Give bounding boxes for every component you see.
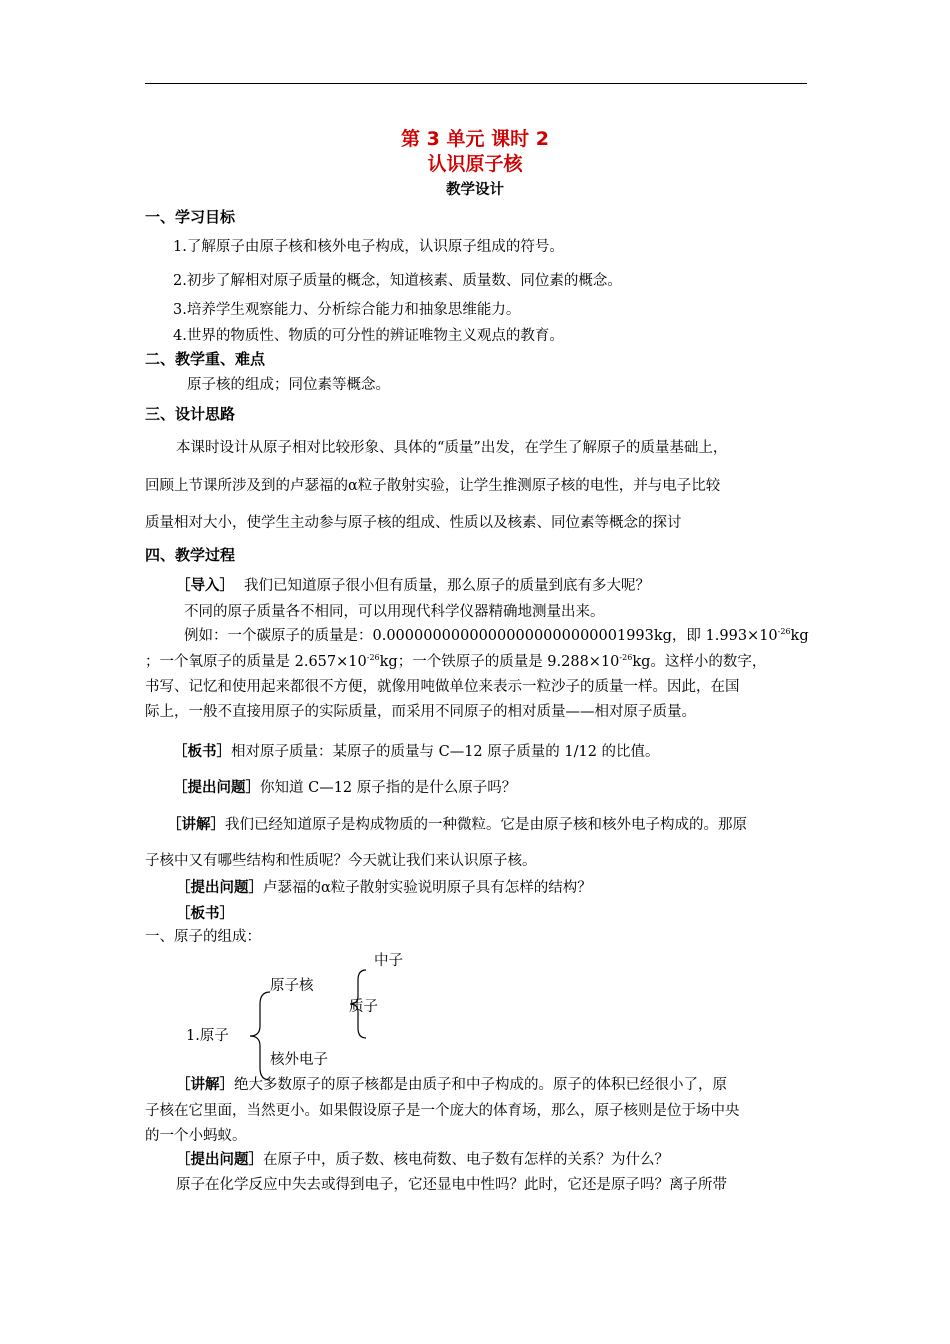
section-heading-design: 三、设计思路 — [145, 405, 236, 423]
proton-label: 质子 — [349, 999, 378, 1015]
composition-heading: 一、原子的组成： — [145, 929, 261, 945]
right-brace-icon — [342, 968, 372, 1040]
question-2: ［提出问题］卢瑟福的α粒子散射实验说明原子具有怎样的结构？ — [176, 880, 592, 896]
left-brace-icon — [240, 990, 280, 1082]
objective-item: 3.培养学生观察能力、分析综合能力和抽象思维能力。 — [173, 302, 521, 318]
neutron-label: 中子 — [374, 953, 403, 969]
text-line: 子核在它里面，当然更小。如果假设原子是一个庞大的体育场，那么，原子核则是位于场中央 — [145, 1103, 740, 1119]
unit-title: 第 3 单元 课时 2 — [401, 128, 549, 150]
explanation-1: ［讲解］我们已经知道原子是构成物质的一种微粒。它是由原子核和核外电子构成的。那原 — [167, 817, 747, 833]
objective-item: 1.了解原子由原子核和核外电子构成，认识原子组成的符号。 — [173, 239, 564, 255]
section-heading-process: 四、教学过程 — [145, 546, 236, 564]
electrons-label: 核外电子 — [270, 1052, 328, 1068]
document-subtitle: 教学设计 — [446, 182, 504, 198]
text-line: 际上，一般不直接用原子的实际质量，而采用不同原子的相对质量——相对原子质量。 — [145, 704, 696, 720]
design-line: 回顾上节课所涉及到的卢瑟福的α粒子散射实验，让学生推测原子核的电性，并与电子比较 — [145, 478, 721, 494]
lesson-title: 认识原子核 — [427, 153, 523, 175]
header-rule — [145, 83, 807, 84]
objective-item: 4.世界的物质性、物质的可分性的辨证唯物主义观点的教育。 — [173, 328, 564, 344]
intro-tag: ［导入］ — [176, 578, 234, 594]
key-points-text: 原子核的组成；同位素等概念。 — [187, 377, 390, 393]
section-heading-key-points: 二、教学重、难点 — [145, 350, 266, 368]
intro-text: 我们已知道原子很小但有质量，那么原子的质量到底有多大呢？ — [244, 578, 650, 594]
text-line: 书写、记忆和使用起来都很不方便，就像用吨做单位来表示一粒沙子的质量一样。因此，在国 — [145, 679, 740, 695]
intro-paragraph — [176, 574, 650, 595]
example-line-oxygen-iron: ；一个氧原子的质量是 $2.657\times 10^{-26}kg$；一个铁原子的质量是 $9.288\times 10^{-26}kg$。这样小的数字， — [145, 653, 767, 670]
atom-label: 1.原子 — [186, 1028, 229, 1044]
nucleus-label: 原子核 — [270, 978, 314, 994]
section-heading-objectives: 一、学习目标 — [145, 208, 236, 226]
text-line: 不同的原子质量各不相同，可以用现代科学仪器精确地测量出来。 — [184, 604, 605, 620]
design-line: 质量相对大小，使学生主动参与原子核的组成、性质以及核素、同位素等概念的探讨 — [145, 515, 682, 531]
question-1: ［提出问题］你知道 C—12 原子指的是什么原子吗？ — [173, 780, 517, 796]
question-3: ［提出问题］在原子中，质子数、核电荷数、电子数有怎样的关系？为什么？ — [176, 1152, 669, 1168]
text-line: 原子在化学反应中失去或得到电子，它还显电中性吗？此时，它还是原子吗？离子所带 — [176, 1177, 727, 1193]
objective-item: 2.初步了解相对原子质量的概念，知道核素、质量数、同位素的概念。 — [173, 273, 622, 289]
text-line: 的一个小蚂蚁。 — [145, 1128, 247, 1144]
text-line: 子核中又有哪些结构和性质呢？今天就让我们来认识原子核。 — [145, 853, 537, 869]
board-note-1: ［板书］相对原子质量：某原子的质量与 C—12 原子质量的 1/12 的比值。 — [173, 744, 660, 760]
board-note-2: ［板书］ — [176, 906, 234, 922]
example-line-carbon: 例如：一个碳原子的质量是：0.00000000000000000000000001993kg，即 $1.993\times 10^{-26}kg$ — [184, 627, 809, 644]
design-line: 本课时设计从原子相对比较形象、具体的“质量”出发，在学生了解原子的质量基础上， — [176, 440, 728, 456]
explanation-2: ［讲解］绝大多数原子的原子核都是由质子和中子构成的。原子的体积已经很小了，原 — [176, 1077, 727, 1093]
